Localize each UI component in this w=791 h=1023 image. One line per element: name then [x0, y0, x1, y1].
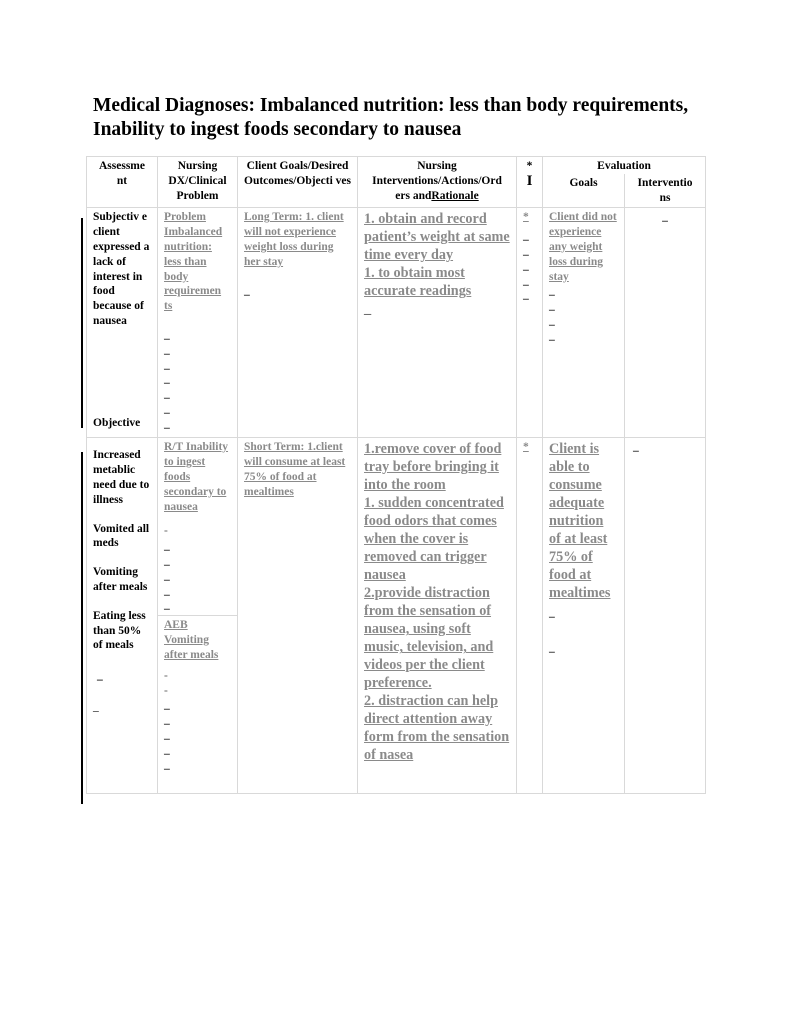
- page-title: Medical Diagnoses: Imbalanced nutrition: less than body requirements, Inability to ingest foods secondary to nausea: [93, 95, 689, 140]
- assessment-vomited-meds: Vomited all meds: [93, 522, 150, 550]
- eval-goal-cell-2[interactable]: [543, 438, 625, 794]
- spacer: [93, 551, 151, 565]
- placeholder-dash: _: [164, 358, 170, 371]
- placeholder-dash: _: [523, 259, 529, 272]
- placeholder-dash: _: [549, 314, 555, 327]
- placeholder-dash: _: [164, 699, 170, 712]
- placeholder-dash: _: [633, 441, 639, 454]
- star-header-i: I: [526, 172, 533, 189]
- placeholder-dash: _: [549, 285, 555, 298]
- intervention-text-2a: 1.remove cover of food tray before bringing it into the room: [364, 441, 502, 494]
- long-term-goal-text: Long Term: 1. client will not experience weight loss during her stay: [244, 211, 344, 268]
- interventions-header-text: Nursing Interventions/Actions/Ord ers and: [372, 160, 502, 202]
- placeholder-dash: _: [164, 599, 170, 612]
- spacer: [549, 621, 618, 641]
- spacer: [244, 270, 351, 284]
- placeholder-dash: _: [164, 758, 170, 771]
- interventions-header: [358, 157, 517, 208]
- rationale-text-1: 1. to obtain most accurate readings: [364, 265, 472, 300]
- objective-label: Objective: [93, 417, 141, 430]
- diagnosis-row-2: [87, 438, 706, 794]
- problem-cell-2[interactable]: [158, 438, 238, 794]
- intervention-cell-2[interactable]: [358, 438, 517, 794]
- assessment-vomiting-after-meals: Vomiting after meals: [93, 566, 148, 593]
- placeholder-dash: _: [549, 300, 555, 313]
- placeholder-dash: -: [164, 669, 168, 682]
- rationale-header-text: Rationale: [431, 189, 479, 202]
- placeholder-dash: -: [164, 684, 168, 697]
- rt-block: [158, 438, 237, 616]
- placeholder-dash: _: [662, 211, 668, 224]
- placeholder-dash: _: [93, 700, 99, 713]
- star-mark: *: [523, 441, 529, 454]
- placeholder-dash: -: [164, 525, 168, 538]
- placeholder-dash: _: [164, 569, 170, 582]
- spacer: [93, 595, 151, 609]
- eval-goal-text-2: Client is able to consume adequate nutrition of at least 75% of food at mealtimes: [549, 441, 611, 602]
- spacer: [93, 653, 151, 669]
- spacer: [164, 514, 231, 524]
- placeholder-dash: _: [549, 607, 555, 620]
- short-term-goal-cell[interactable]: [238, 438, 358, 794]
- assessment-eating-less: Eating less than 50% of meals: [93, 609, 146, 652]
- aeb-block: [158, 616, 237, 774]
- rt-text: R/T Inability to ingest foods secondary to nausea: [164, 441, 229, 513]
- nursing-dx-header: Nursing DX/Clinical Problem: [158, 157, 238, 208]
- placeholder-dash: _: [164, 388, 170, 401]
- placeholder-dash: _: [549, 329, 555, 342]
- subjective-text: Subjectiv e client expressed a lack of interest in food because of nausea: [93, 211, 150, 327]
- placeholder-dash: _: [164, 584, 170, 597]
- placeholder-dash: _: [164, 714, 170, 727]
- eval-interventions-header: Interventio ns: [625, 174, 706, 208]
- problem-cell[interactable]: [158, 208, 238, 438]
- placeholder-dash: _: [244, 284, 250, 297]
- long-term-goal-cell[interactable]: [238, 208, 358, 438]
- placeholder-dash: _: [523, 274, 529, 287]
- eval-goals-header: Goals: [543, 174, 625, 208]
- star-header-mark: *: [526, 160, 533, 172]
- client-goals-header: Client Goals/Desired Outcomes/Objecti ves: [238, 157, 358, 208]
- placeholder-dash: _: [97, 670, 103, 683]
- intervention-text-1: 1. obtain and record patient’s weight at same time every day: [364, 211, 510, 264]
- placeholder-dash: _: [164, 402, 170, 415]
- rationale-text-2a: 1. sudden concentrated food odors that comes when the cover is removed can trigger nausea: [364, 495, 504, 584]
- placeholder-dash: _: [164, 343, 170, 356]
- problem-text: Problem Imbalanced nutrition: less than body requiremen ts: [164, 211, 223, 313]
- evaluation-header: Evaluation: [543, 157, 706, 174]
- header-row: [87, 157, 706, 174]
- placeholder-dash: _: [364, 301, 372, 318]
- assessment-cell-1: [87, 208, 158, 438]
- placeholder-dash: _: [164, 417, 170, 430]
- placeholder-dash: _: [523, 289, 529, 302]
- placeholder-dash: _: [164, 540, 170, 553]
- eval-intervention-cell-1[interactable]: [625, 208, 706, 438]
- star-header: [517, 157, 543, 208]
- intervention-text-2b: 2.provide distraction from the sensation of nausea, using soft music, television, and videos per the client preference.: [364, 585, 494, 692]
- placeholder-dash: _: [164, 328, 170, 341]
- spacer: [93, 684, 151, 700]
- placeholder-dash: _: [164, 554, 170, 567]
- margin-rule: [81, 218, 83, 428]
- placeholder-dash: _: [549, 642, 555, 655]
- eval-goal-text-1: Client did not experience any weight loss during stay: [549, 211, 617, 283]
- star-cell-2[interactable]: [517, 438, 543, 794]
- care-plan-table: [86, 156, 706, 794]
- eval-goal-cell-1[interactable]: [543, 208, 625, 438]
- eval-intervention-cell-2[interactable]: [625, 438, 706, 794]
- margin-rule: [81, 452, 83, 804]
- assessment-increased-metabolic: Increased metablic need due to illness: [93, 449, 150, 506]
- assessment-cell-2: [87, 438, 158, 794]
- assessment-header: Assessme nt: [87, 157, 158, 208]
- rationale-text-2b: 2. distraction can help direct attention away form from the sensation of nasea: [364, 693, 510, 764]
- placeholder-dash: _: [523, 244, 529, 257]
- spacer: [164, 314, 231, 328]
- placeholder-dash: _: [164, 373, 170, 386]
- star-cell-1[interactable]: [517, 208, 543, 438]
- spacer: [93, 440, 151, 448]
- placeholder-dash: _: [523, 230, 529, 243]
- placeholder-dash: _: [164, 743, 170, 756]
- intervention-cell-1[interactable]: [358, 208, 517, 438]
- short-term-goal-text: Short Term: 1.client will consume at least 75% of food at mealtimes: [244, 441, 346, 498]
- star-mark: *: [523, 211, 529, 224]
- aeb-text: AEB Vomiting after meals: [164, 619, 219, 661]
- diagnosis-row-1: [87, 208, 706, 438]
- placeholder-dash: _: [164, 728, 170, 741]
- spacer: [93, 508, 151, 522]
